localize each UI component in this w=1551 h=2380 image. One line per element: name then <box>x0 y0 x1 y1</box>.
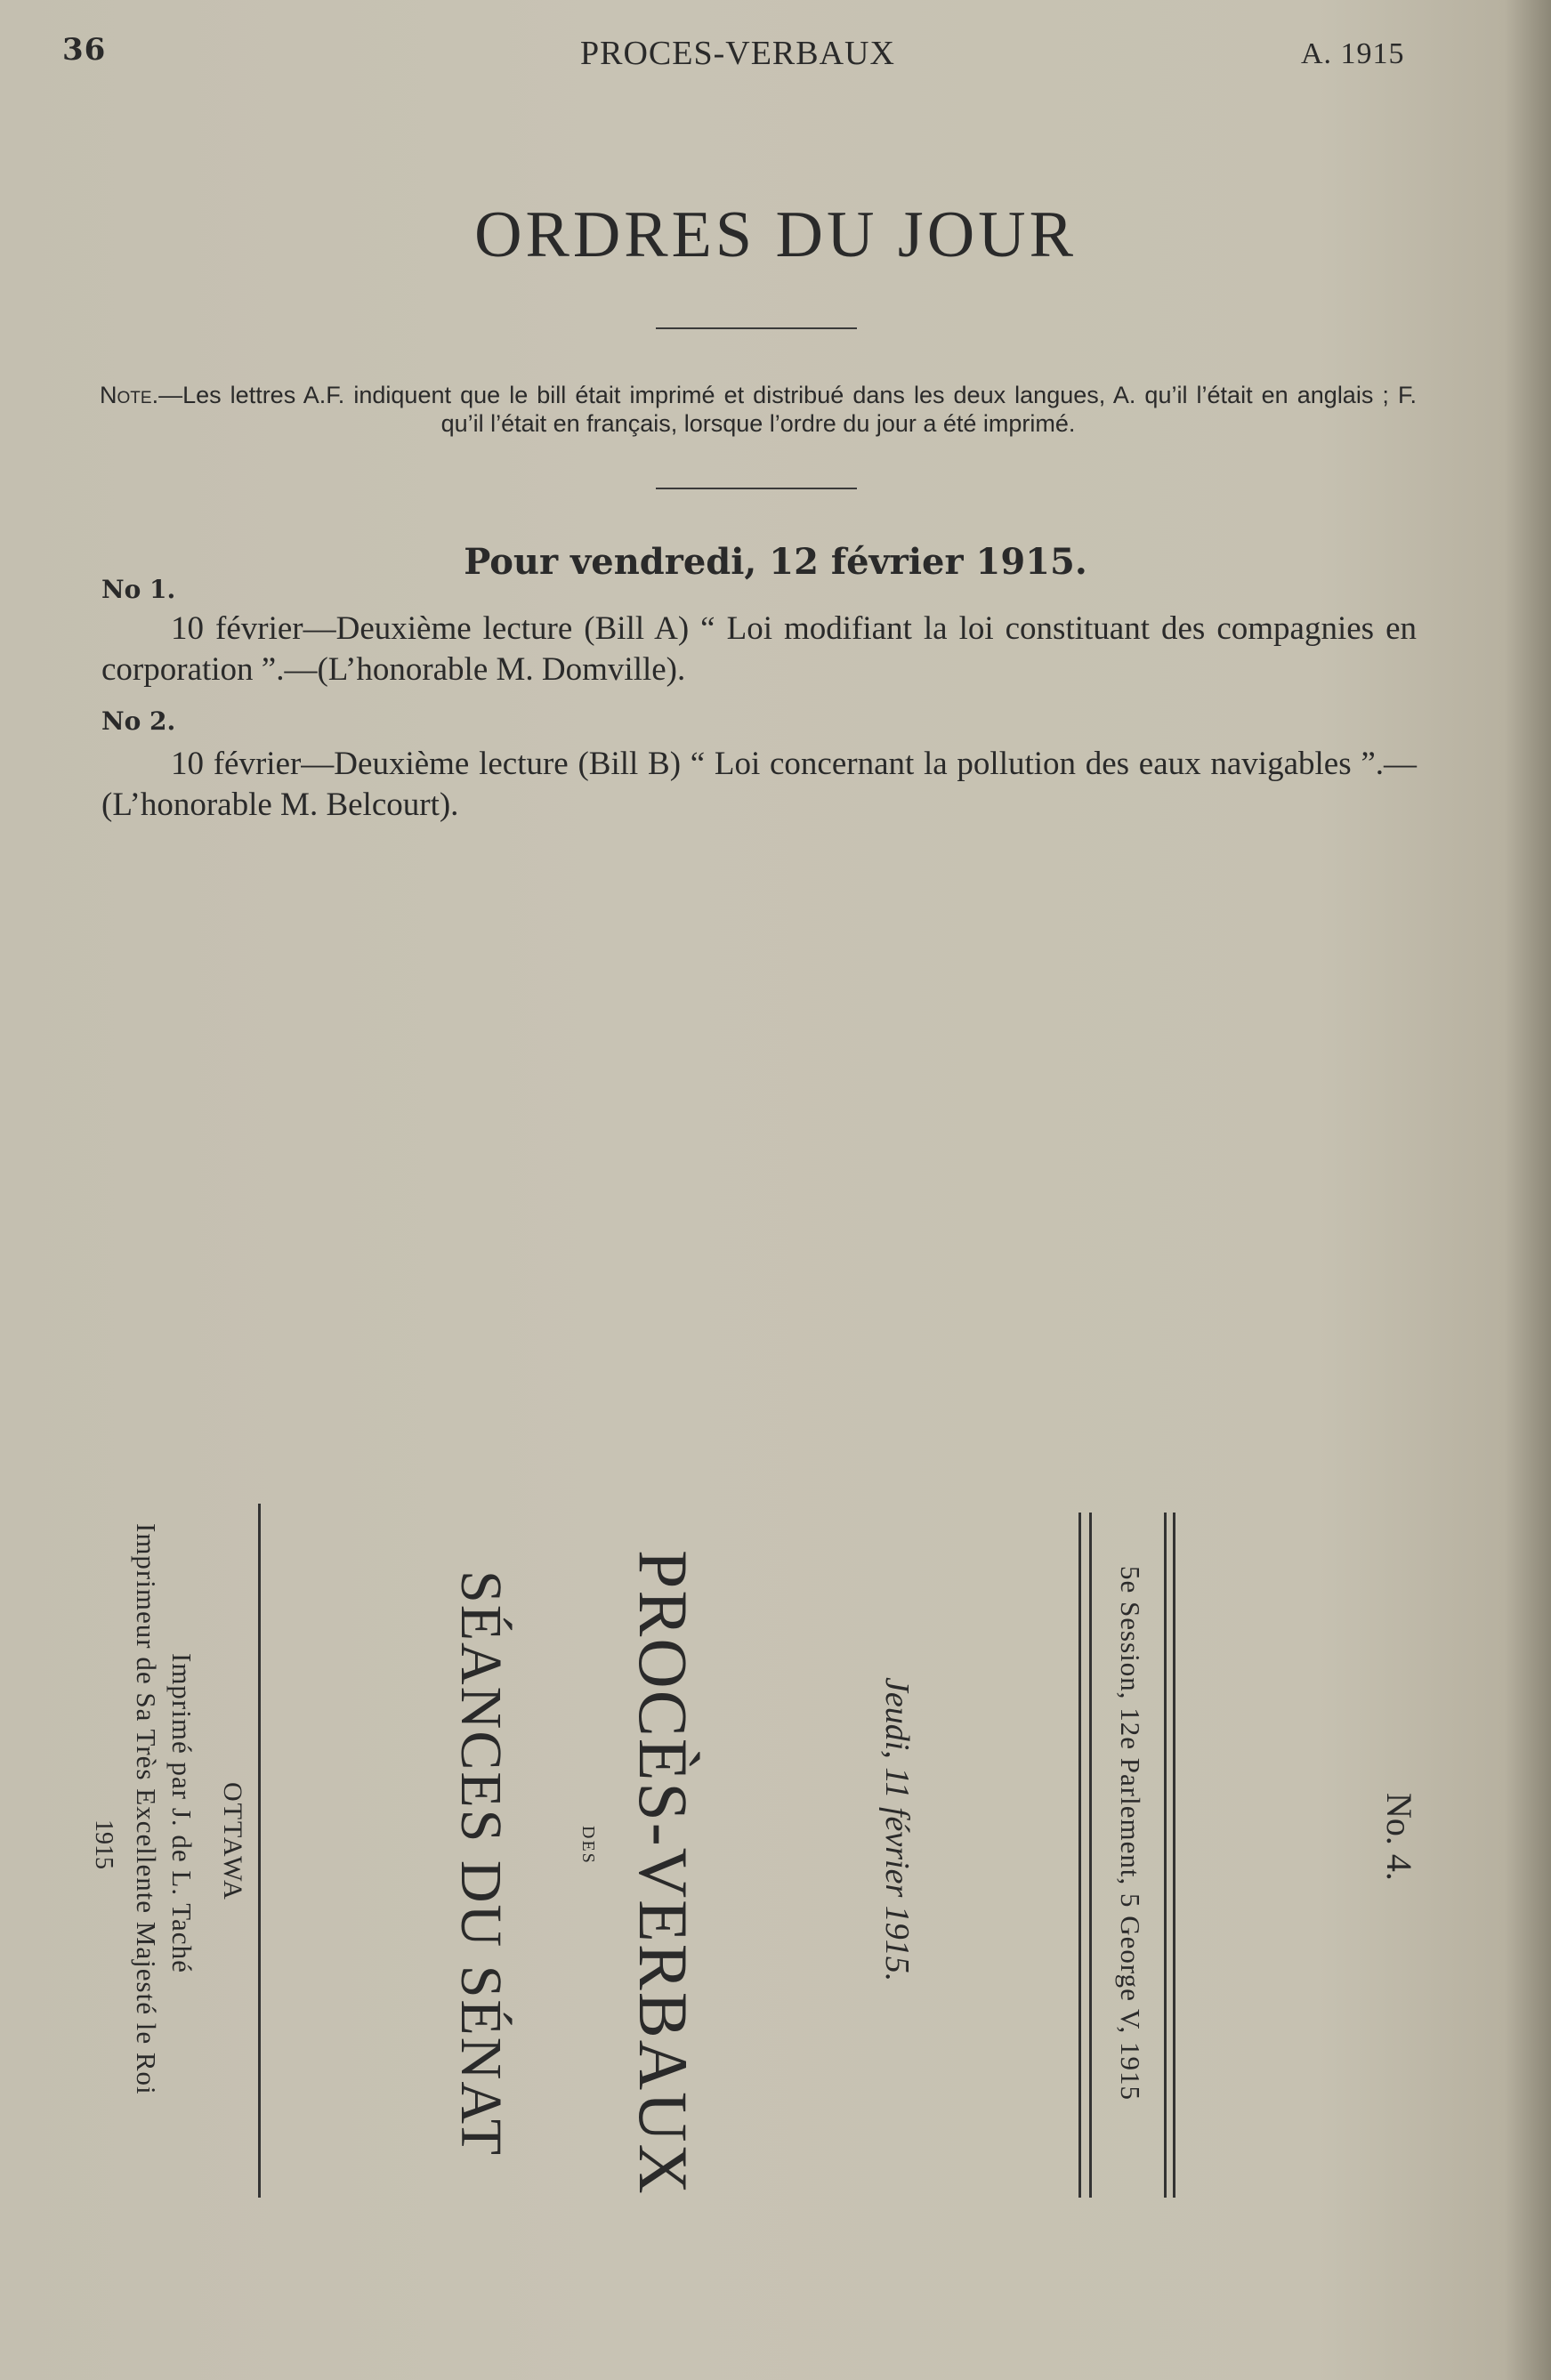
cover-title-main: PROCÈS-VERBAUX <box>625 1550 702 2196</box>
cover-rule-right-2 <box>1173 1513 1175 2198</box>
cover-session: 5e Session, 12e Parlement, 5 George V, 1915 <box>1115 1566 1146 2101</box>
cover-year: 1915 <box>90 1819 117 1869</box>
note-label: Note <box>100 382 152 408</box>
cover-title-des: DES <box>578 1826 598 1865</box>
cover-printer-line2: Imprimeur de Sa Très Excellente Majesté le Roi <box>131 1523 162 2095</box>
cover-date: Jeudi, 11 février 1915. <box>878 1677 916 1982</box>
section-subheading: Pour vendredi, 12 février 1915. <box>464 541 1087 583</box>
cover-rule-left <box>258 1504 261 2198</box>
cover-place: OTTAWA <box>218 1782 247 1901</box>
agenda-item-1: 10 février—Deuxième lecture (Bill A) “ Loi modifiant la loi constituant des compagnies en corporation ”.—(L’honorable M. Domville). <box>101 610 1417 688</box>
item-number-2: No 2. <box>101 706 176 736</box>
note-text: .—Les lettres A.F. indiquent que le bill était imprimé et distribué dans les deux langues, A. qu’il l’était en anglais ; F. qu’il l’était en français, lorsque l’ordre du jour a été imprimé. <box>151 382 1417 437</box>
cover-title-sub: SÉANCES DU SÉNAT <box>448 1570 513 2158</box>
cover-rule-mid-2 <box>1089 1513 1092 2198</box>
cover-number: No. 4. <box>1379 1793 1419 1881</box>
page-number: 36 <box>62 32 107 68</box>
item-number-1: No 1. <box>101 575 176 604</box>
agenda-item-2: 10 février—Deuxième lecture (Bill B) “ Loi concernant la pollution des eaux navigables ”.—(L’honorable M. Belcourt). <box>101 746 1417 823</box>
cover-rule-mid-1 <box>1078 1513 1081 2198</box>
running-title: PROCES-VERBAUX <box>580 35 895 72</box>
year-label: A. 1915 <box>1301 37 1405 70</box>
page-title: ORDRES DU JOUR <box>474 198 1077 271</box>
cover-rule-right-1 <box>1164 1513 1167 2198</box>
cover-printer-line1: Imprimé par J. de L. Taché <box>166 1653 198 1973</box>
